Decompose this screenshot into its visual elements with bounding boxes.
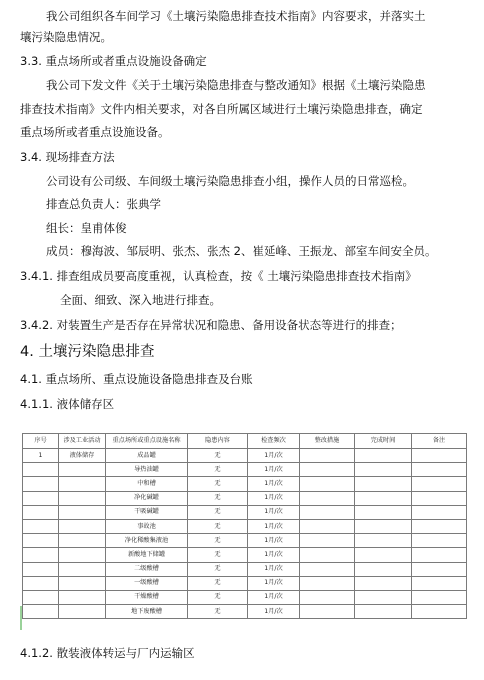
table-cell: 净化稀酸集液池 (106, 534, 188, 548)
paragraph-line: 组长：皇甫体俊 (46, 221, 127, 235)
table-cell: 1月/次 (248, 519, 300, 533)
table-cell (23, 477, 59, 491)
table-cell (59, 519, 106, 533)
table-row (23, 491, 467, 505)
table-cell: 无 (188, 576, 248, 590)
table-cell (59, 562, 106, 576)
table-cell (355, 576, 412, 590)
section-heading-4-1-1: 4.1.1. 液体储存区 (20, 397, 115, 411)
table-cell: 液体储存 (59, 449, 106, 463)
header-cell: 隐患内容 (188, 434, 248, 449)
table-cell (23, 505, 59, 519)
chapter-heading-4: 4. 土壤污染隐患排查 (20, 344, 155, 360)
table-cell: 1月/次 (248, 477, 300, 491)
table-cell (412, 463, 467, 477)
table-cell: 无 (188, 463, 248, 477)
table-row (23, 505, 467, 519)
table-cell: 无 (188, 590, 248, 604)
table-cell (23, 548, 59, 562)
paragraph-line: 壤污染隐患情况。 (20, 30, 112, 44)
table-cell (355, 505, 412, 519)
table-cell (59, 605, 106, 619)
table-cell (300, 590, 355, 604)
table-cell (355, 463, 412, 477)
table-cell (23, 605, 59, 619)
table-cell (23, 519, 59, 533)
table-cell: 无 (188, 519, 248, 533)
paragraph-line: 公司设有公司级、车间级土壤污染隐患排查小组，操作人员的日常巡检。 (46, 174, 414, 188)
table-cell: 一级酸槽 (106, 576, 188, 590)
header-cell: 整改措施 (300, 434, 355, 449)
table-row (23, 548, 467, 562)
table-cell (355, 605, 412, 619)
table-cell: 导热油罐 (106, 463, 188, 477)
table-cell (412, 576, 467, 590)
table-cell (59, 477, 106, 491)
header-cell: 备注 (412, 434, 467, 449)
table-cell: 中和槽 (106, 477, 188, 491)
table-cell (23, 463, 59, 477)
paragraph-line: 全面、细致、深入地进行排查。 (60, 293, 221, 307)
table-cell (412, 491, 467, 505)
table-cell (355, 590, 412, 604)
table-cell (412, 590, 467, 604)
paragraph-line: 排查技术指南》文件内相关要求，对各自所属区域进行土壤污染隐患排查，确定 (20, 102, 423, 116)
table-cell: 无 (188, 477, 248, 491)
table-cell: 1月/次 (248, 449, 300, 463)
table-row (23, 519, 467, 533)
table-cell (412, 534, 467, 548)
table-cell: 二级酸槽 (106, 562, 188, 576)
table-header-row (23, 434, 467, 449)
table-cell: 1月/次 (248, 505, 300, 519)
table-cell (300, 519, 355, 533)
table-cell (23, 576, 59, 590)
table-row (23, 463, 467, 477)
section-heading-3-3: 3.3. 重点场所或者重点设施设备确定 (20, 54, 207, 68)
header-cell: 重点场所或重点设施名称 (106, 434, 188, 449)
table-cell (59, 491, 106, 505)
table-cell: 1月/次 (248, 576, 300, 590)
table-row (23, 590, 467, 604)
hazard-inventory-table (22, 433, 467, 619)
table-cell (300, 605, 355, 619)
table-cell (23, 590, 59, 604)
table-cell (412, 477, 467, 491)
paragraph-line: 我公司下发文件《关于土壤污染隐患排查与整改通知》根据《土壤污染隐患 (46, 78, 426, 92)
table-cell: 无 (188, 534, 248, 548)
table-cell (59, 576, 106, 590)
table-cell: 无 (188, 449, 248, 463)
table-row (23, 605, 467, 619)
table-cell: 1月/次 (248, 548, 300, 562)
table-cell (300, 463, 355, 477)
table-cell (300, 576, 355, 590)
table-cell (412, 519, 467, 533)
paragraph-line: 我公司组织各车间学习《土壤污染隐患排查技术指南》内容要求，并落实土 (46, 9, 426, 23)
section-heading-4-1: 4.1. 重点场所、重点设施设备隐患排查及台账 (20, 372, 253, 386)
table-cell: 干吸碱罐 (106, 505, 188, 519)
table-cell (355, 534, 412, 548)
table-cell (23, 534, 59, 548)
table-cell: 1月/次 (248, 605, 300, 619)
table-cell (412, 548, 467, 562)
table-cell (300, 534, 355, 548)
table-cell (355, 519, 412, 533)
table-row (23, 562, 467, 576)
table-row (23, 534, 467, 548)
table-cell: 净化碱罐 (106, 491, 188, 505)
table-cell: 无 (188, 562, 248, 576)
table-cell: 事故池 (106, 519, 188, 533)
table-cell (59, 590, 106, 604)
paragraph-line: 成员：穆海波、邹辰明、张杰、张杰 2、崔延峰、王振龙、部室车间安全员。 (46, 244, 437, 258)
table-cell (412, 562, 467, 576)
table-cell: 1 (23, 449, 59, 463)
header-cell: 序号 (23, 434, 59, 449)
header-cell: 涉及工业活动 (59, 434, 106, 449)
table-row (23, 477, 467, 491)
table-cell (355, 548, 412, 562)
table-cell (59, 534, 106, 548)
section-heading-3-4: 3.4. 现场排查方法 (20, 150, 115, 164)
table-cell (59, 548, 106, 562)
table-cell: 成品罐 (106, 449, 188, 463)
table-cell: 1月/次 (248, 590, 300, 604)
table-cell: 无 (188, 605, 248, 619)
table-cell (300, 562, 355, 576)
table-cell (300, 548, 355, 562)
table-cell: 新酸地下储罐 (106, 548, 188, 562)
table-cell: 无 (188, 491, 248, 505)
table-cell (412, 605, 467, 619)
table-cell: 干燥酸槽 (106, 590, 188, 604)
table-cell (23, 562, 59, 576)
header-cell: 完成时间 (355, 434, 412, 449)
table-cell (300, 477, 355, 491)
table-cell: 地下废酸槽 (106, 605, 188, 619)
section-heading-3-4-2: 3.4.2. 对装置生产是否存在异常状况和隐患、备用设备状态等进行的排查； (20, 318, 402, 332)
table-cell (300, 491, 355, 505)
table-row (23, 449, 467, 463)
table-cell: 1月/次 (248, 463, 300, 477)
table-row (23, 576, 467, 590)
table-cell (355, 477, 412, 491)
section-heading-4-1-2: 4.1.2. 散装液体转运与厂内运输区 (20, 646, 195, 660)
table-cell (300, 449, 355, 463)
table-cell (59, 463, 106, 477)
table-cell (412, 505, 467, 519)
cell-selection-marker (20, 606, 22, 630)
table-cell (355, 562, 412, 576)
paragraph-line: 重点场所或者重点设施设备。 (20, 125, 170, 139)
table-cell (355, 491, 412, 505)
table-cell (59, 505, 106, 519)
table-cell: 1月/次 (248, 534, 300, 548)
table-cell: 1月/次 (248, 562, 300, 576)
table-cell (412, 449, 467, 463)
paragraph-line: 排查总负责人：张典学 (46, 197, 161, 211)
table-cell: 1月/次 (248, 491, 300, 505)
table-cell (300, 505, 355, 519)
table-cell (23, 491, 59, 505)
header-cell: 检查频次 (248, 434, 300, 449)
table-cell: 无 (188, 548, 248, 562)
table-cell: 无 (188, 505, 248, 519)
section-heading-3-4-1: 3.4.1. 排查组成员要高度重视，认真检查，按《 土壤污染隐患排查技术指南》 (20, 269, 417, 283)
table-cell (355, 449, 412, 463)
